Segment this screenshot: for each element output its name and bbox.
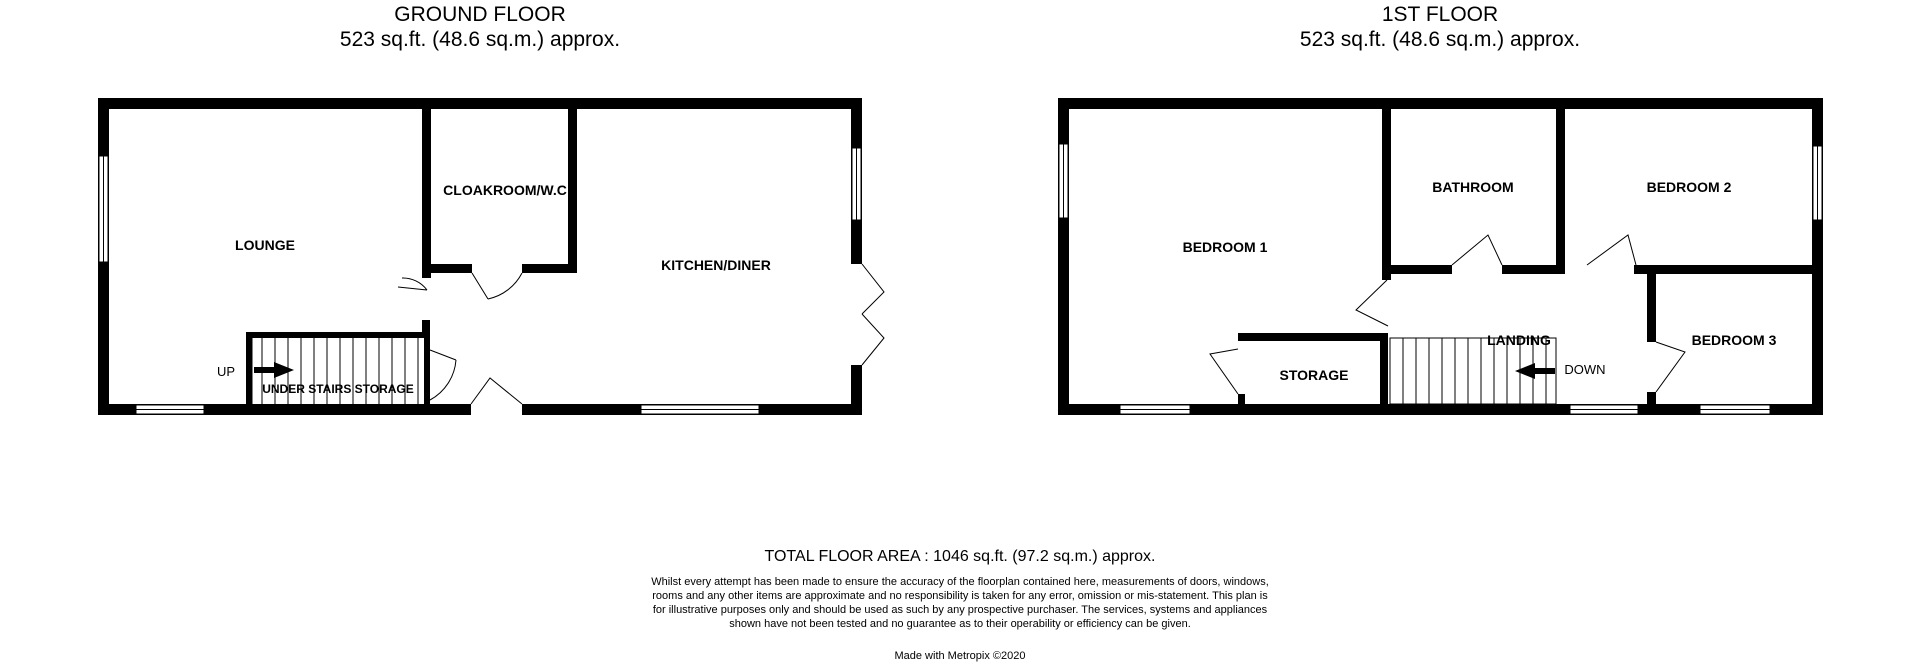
ff-door-bedroom2 <box>1587 235 1636 265</box>
room-label-bedroom2: BEDROOM 2 <box>1646 179 1732 195</box>
ff-door-bedroom3 <box>1656 342 1685 392</box>
gf-door-understairs <box>430 350 456 400</box>
gf-doors <box>398 264 884 404</box>
gf-understairs-wall-left <box>246 332 252 412</box>
ff-door-bathroom <box>1452 235 1502 265</box>
ground-floor-name: GROUND FLOOR <box>394 3 566 26</box>
ff-storage-wall-left <box>1238 394 1245 408</box>
first-floor-name: 1ST FLOOR <box>1381 3 1499 26</box>
room-label-cloakroom: CLOAKROOM/W.C <box>443 182 567 198</box>
ff-storage-wall-right <box>1380 333 1388 408</box>
gf-hall-wall-stub <box>422 320 430 332</box>
ff-bedroom2-wall-bottom <box>1634 265 1823 274</box>
first-floor-area: 523 sq.ft. (48.6 sq.m.) approx. <box>1299 28 1581 51</box>
room-label-bathroom: BATHROOM <box>1432 179 1514 195</box>
stairs-direction-down: DOWN <box>1564 362 1606 377</box>
room-label-bedroom3: BEDROOM 3 <box>1691 332 1777 348</box>
ff-bathroom-wall-bottom-a <box>1382 265 1452 274</box>
room-label-understairs: UNDER STAIRS STORAGE <box>262 382 414 396</box>
gf-door-kitchen-french <box>862 264 884 365</box>
ff-bathroom-wall-bottom-b <box>1502 265 1565 274</box>
ff-door-bedroom1 <box>1356 280 1388 326</box>
room-label-kitchen: KITCHEN/DINER <box>661 257 771 273</box>
gf-cloakroom-wall-left <box>422 98 431 278</box>
ff-bathroom-wall-right <box>1556 98 1565 274</box>
gf-cloakroom-wall-bottom-b <box>522 264 577 273</box>
ground-floor-area: 523 sq.ft. (48.6 sq.m.) approx. <box>339 28 621 51</box>
credit-text: Made with Metropix ©2020 <box>894 650 1026 662</box>
gf-cloakroom-wall-bottom-a <box>422 264 472 273</box>
gf-understairs-wall-right <box>424 332 430 412</box>
ff-bathroom-wall-left <box>1382 98 1391 274</box>
ff-bedroom3-wall-stub <box>1647 392 1656 408</box>
ff-stairs-arrow-icon <box>1515 363 1555 379</box>
gf-wall-top <box>98 98 862 109</box>
room-label-lounge: LOUNGE <box>235 237 295 253</box>
gf-door-lounge <box>398 278 427 290</box>
total-floor-area: TOTAL FLOOR AREA : 1046 sq.ft. (97.2 sq.m.) approx. <box>764 548 1156 565</box>
gf-door-front <box>471 378 522 404</box>
room-label-bedroom1: BEDROOM 1 <box>1182 239 1268 255</box>
first-floor-plan <box>1058 98 1823 415</box>
ff-storage-wall-top <box>1238 333 1386 341</box>
ff-wall-top <box>1058 98 1823 109</box>
ff-door-storage <box>1210 349 1238 394</box>
stairs-direction-up: UP <box>216 364 236 379</box>
disclaimer-text: Whilst every attempt has been made to ensure the accuracy of the floorplan contained here, measurements of doors, windows, rooms and any other items are approximate and no responsibility is taken for any error, omission or mis-statement. This plan is for illustrative purposes only and should be used as such by any prospective purchaser. The services, systems and appliances shown have not been tested and no guarantee as to their operability or efficiency can be given. <box>651 576 1269 630</box>
ff-bedroom1-wall-stub <box>1382 265 1391 280</box>
gf-door-cloakroom <box>472 273 522 299</box>
ff-bedroom3-wall-left <box>1647 270 1656 342</box>
gf-understairs-wall-top <box>246 332 430 338</box>
gf-cloakroom-wall-right <box>568 98 577 272</box>
room-label-storage: STORAGE <box>1279 367 1349 383</box>
room-label-landing: LANDING <box>1487 332 1551 348</box>
